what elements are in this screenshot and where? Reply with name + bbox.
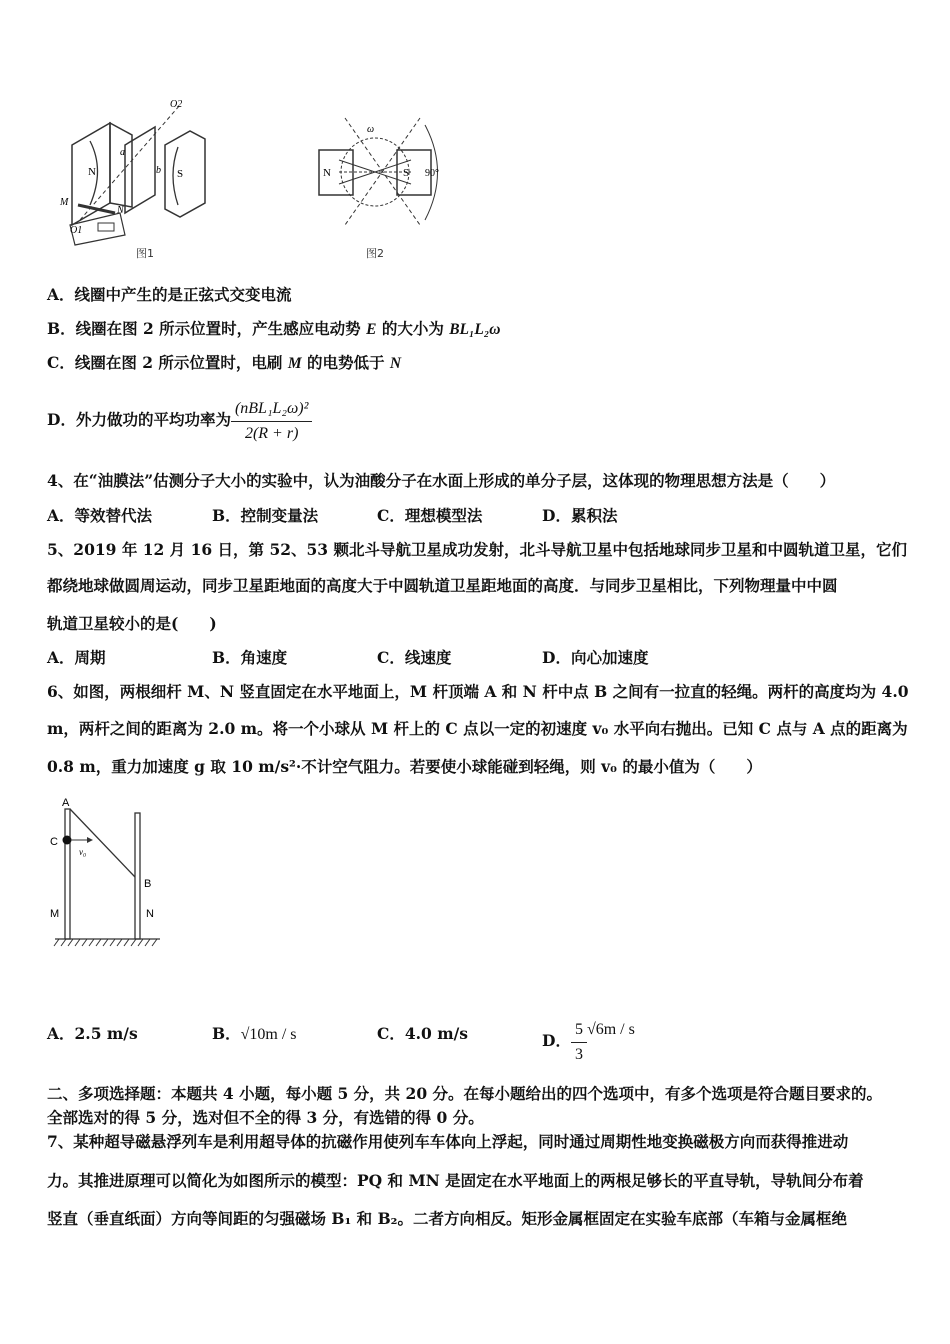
q3-option-d [47, 392, 910, 448]
q6-line-3: 0.8 m，重力加速度 g 取 10 m/s²·不计空气阻力。若要使小球能碰到轻绳，则 v₀ 的最小值为（ ） [47, 757, 762, 776]
figure-1-caption: 图1 [136, 247, 154, 260]
fig1-label-s: S [177, 168, 184, 180]
figure-2-caption: 图2 [366, 247, 384, 260]
q6-option-b [212, 1023, 297, 1046]
q6-fig-label-m: M [50, 908, 60, 920]
q6-fig-label-c: C [50, 836, 58, 848]
q3-b-prefix: B．线圈在图 2 所示位置时，产生感应电动势 [47, 319, 367, 338]
q6-fig-label-b: B [144, 878, 152, 890]
q7-line-3: 竖直（垂直纸面）方向等间距的匀强磁场 B₁ 和 B₂。二者方向相反。矩形金属框固定在实验车底部（车箱与金属框绝 [47, 1209, 847, 1228]
q6-option-d-prefix: D． [542, 1031, 571, 1050]
q6-option-d-num: 5 [571, 1020, 587, 1043]
q6-fig-label-v0: v₀ [79, 847, 87, 857]
fig2-label-s: S [403, 167, 410, 179]
q5-option-b: B．角速度 [212, 648, 288, 667]
figure-2-top-view [315, 110, 455, 235]
q6-line-2: m，两杆之间的距离为 2.0 m。将一个小球从 M 杆上的 C 点以一定的初速度 v₀ 水平向右抛出。已知 C 点与 A 点的距离为 [47, 719, 908, 738]
q4-option-c: C．理想模型法 [377, 506, 483, 525]
fig2-label-n: N [323, 167, 331, 179]
q3-d-prefix: D．外力做功的平均功率为 [47, 410, 231, 429]
q3-d-fraction [231, 399, 312, 444]
q3-c-prefix: C．线圈在图 2 所示位置时，电刷 [47, 353, 288, 372]
q7-line-2: 力。其推进原理可以简化为如图所示的模型：PQ 和 MN 是固定在水平地面上的两根足够长的平直导轨，导轨间分布着 [47, 1171, 864, 1190]
q7-line-1: 7、某种超导磁悬浮列车是利用超导体的抗磁作用使列车车体向上浮起，同时通过周期性地变换磁极方向而获得推进动 [47, 1132, 849, 1151]
q6-option-d-fraction [571, 1020, 587, 1065]
q3-c-n: N [389, 355, 402, 372]
q6-line-1: 6、如图，两根细杆 M、N 竖直固定在水平地面上，M 杆顶端 A 和 N 杆中点 B 之间有一拉直的轻绳。两杆的高度均为 4.0 [47, 682, 909, 701]
figure-1-generator [50, 95, 240, 255]
q3-c-m: M [287, 355, 302, 372]
fig2-label-omega: ω [367, 124, 375, 135]
fig1-label-a: a [120, 147, 125, 158]
q5-line-2: 都绕地球做圆周运动，同步卫星距地面的高度大于中圆轨道卫星距地面的高度．与同步卫星相比，下列物理量中中圆 [47, 576, 838, 595]
q5-option-a: A．周期 [47, 648, 106, 667]
q6-option-d-expr: √6m / s [586, 1021, 635, 1038]
section2-line-1: 二、多项选择题：本题共 4 小题，每小题 5 分，共 20 分。在每小题给出的四个选项中，有多个选项是符合题目要求的。 [47, 1084, 883, 1103]
q6-option-a: A．2.5 m/s [47, 1024, 138, 1043]
fig2-label-angle: 90° [425, 168, 439, 179]
q3-b-e: E [366, 321, 377, 338]
fig1-label-o2: O2 [170, 99, 183, 110]
fig1-label-n: N [88, 166, 96, 178]
q5-option-c: C．线速度 [377, 648, 452, 667]
q4-option-d: D．累积法 [542, 506, 618, 525]
fig1-label-m: M [60, 197, 69, 208]
q4-stem: 4、在“油膜法”估测分子大小的实验中，认为油酸分子在水面上形成的单分子层，这体现的物理思想方法是（ ） [47, 471, 836, 490]
fig1-label-b: b [156, 165, 161, 176]
q6-option-d [542, 1000, 635, 1063]
q4-option-b: B．控制变量法 [212, 506, 319, 525]
q6-fig-label-a: A [62, 797, 70, 809]
q5-line-1: 5、2019 年 12 月 16 日，第 52、53 颗北斗导航卫星成功发射，北斗导航卫星中包括地球同步卫星和中圆轨道卫星，它们 [47, 540, 907, 559]
q6-fig-label-n: N [146, 908, 154, 920]
q3-d-denominator: 2(R + r) [244, 424, 299, 442]
q3-option-c [47, 352, 910, 375]
q5-line-3: 轨道卫星较小的是( ) [47, 614, 217, 633]
q6-figure-rods [45, 795, 170, 955]
q3-d-numerator: (nBL₁L₂ω)² [231, 399, 312, 422]
fig1-label-o1: O1 [70, 225, 83, 236]
q3-option-b [47, 318, 910, 341]
q4-option-a: A．等效替代法 [47, 506, 153, 525]
q3-c-mid: 的电势低于 [301, 353, 390, 372]
q3-b-mid: 的大小为 [376, 319, 450, 338]
section2-line-2: 全部选对的得 5 分，选对但不全的得 3 分，有选错的得 0 分。 [47, 1108, 484, 1127]
q6-option-b-prefix: B． [212, 1024, 241, 1043]
fig1-label-nb: N [117, 205, 124, 216]
q3-option-a: A．线圈中产生的是正弦式交变电流 [47, 285, 292, 304]
q5-option-d: D．向心加速度 [542, 648, 649, 667]
q6-option-c: C．4.0 m/s [377, 1024, 468, 1043]
q3-b-expr: BL₁L₂ω [449, 321, 501, 338]
q6-option-b-expr: √10m / s [240, 1026, 297, 1043]
q6-option-d-den: 3 [574, 1045, 583, 1063]
